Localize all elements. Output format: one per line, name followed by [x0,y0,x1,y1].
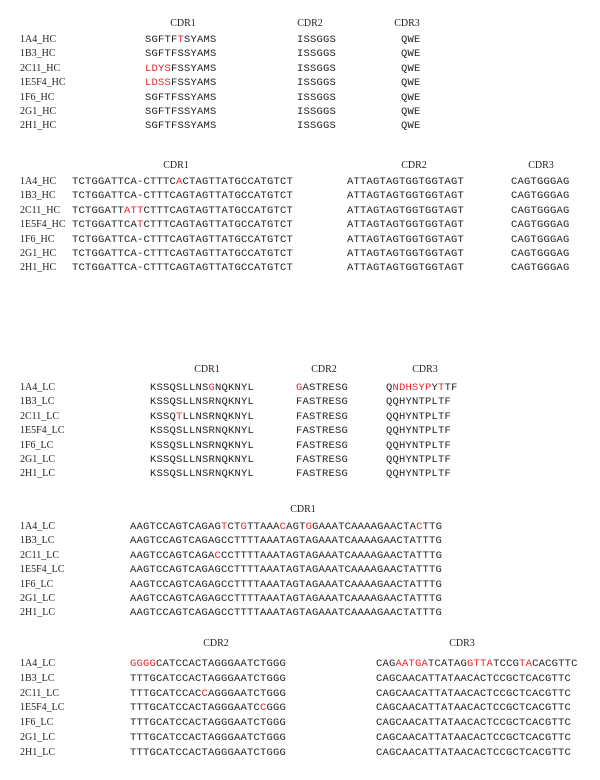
region-header: CDR3 [449,638,475,649]
sequence-segment: SGFTFSSYAMS [145,106,217,118]
sequence-segment: TTG [422,521,443,533]
sequence-cell [150,468,254,480]
clone-label: 1E5F4_LC [20,702,65,714]
clone-label: 1F6_HC [20,233,55,245]
clone-label: 1E5F4_LC [20,564,65,576]
clone-label: 1B3_HC [20,48,56,60]
sequence-cell [511,219,570,231]
mutation-highlight: A [176,176,183,188]
sequence-segment: CAGCAACATTATAACACTCCGCTCACGTTC [376,732,572,744]
sequence-segment: AAGTCCAGTCAGAG [130,521,222,533]
sequence-cell [376,673,571,685]
sequence-segment: TCATAG [428,658,468,670]
clone-label: 2G1_LC [20,454,55,465]
region-header: CDR2 [401,160,427,171]
sequence-cell [296,454,348,466]
sequence-segment: QQHYNTPLTF [386,425,452,438]
sequence-segment: CTAGTTATGCCATGTCT [182,176,294,188]
sequence-cell [72,176,293,188]
clone-label: 2H1_LC [20,607,55,619]
sequence-segment: Q [386,382,393,394]
sequence-segment: ATTAGTAGTGGTGGTAGT [347,262,465,275]
sequence-cell [72,190,293,202]
mutation-highlight: ATT [124,204,144,217]
sequence-cell [511,234,570,246]
sequence-cell [511,248,570,260]
sequence-segment: CAGCAACATTATAACACTCCGCTCACGTTC [376,717,572,730]
sequence-segment: ATTAGTAGTGGTGGTAGT [347,233,465,246]
sequence-cell [511,176,570,188]
sequence-segment: AAGTCCAGTCAGAGCCTTTTAAATAGTAGAAATCAAAAGAACTATTTG [130,593,443,605]
mutation-highlight: GTTA [467,658,494,670]
sequence-cell [296,396,348,408]
sequence-cell [347,262,464,274]
sequence-segment: QWE [401,91,421,104]
clone-label: 2C11_LC [20,687,60,699]
clone-label: 1A4_HC [20,34,57,45]
sequence-cell [386,425,451,437]
sequence-cell [150,425,254,437]
sequence-cell [347,176,464,188]
sequence-cell [130,579,442,591]
sequence-cell [145,77,217,89]
region-header: CDR2 [203,638,229,649]
sequence-segment: ASTRESG [302,382,349,394]
sequence-cell [376,732,571,744]
region-header: CDR1 [170,18,196,29]
sequence-segment: AGT [286,521,306,533]
sequence-cell [376,702,571,714]
sequence-cell [401,77,421,89]
clone-label: 2H1_LC [20,468,55,480]
clone-label: 1E5F4_HC [20,77,66,89]
sequence-cell [130,607,442,619]
sequence-segment: CCTTTTAAATAGTAGAAATCAAAAGAACTATTTG [221,549,443,562]
sequence-segment: KSSQSLLNSRNQKNYL [150,439,255,452]
sequence-segment: KSSQSLLNSRNQKNYL [150,396,255,409]
sequence-cell [386,440,451,452]
sequence-segment: QWE [401,120,421,133]
sequence-segment: QWE [401,77,421,90]
clone-label: 1F6_LC [20,578,54,590]
clone-label: 1E5F4_HC [20,219,66,231]
sequence-segment: Y [431,382,439,394]
mutation-highlight: C [201,687,209,700]
region-header: CDR1 [194,364,220,375]
sequence-segment: AGGGAATCTGGG [208,687,287,700]
mutation-highlight: C [214,549,222,562]
sequence-segment: GAAATCAAAAGAACTA [312,521,417,533]
sequence-segment: CAGTGGGAG [511,204,570,217]
mutation-highlight: LDYS [145,62,172,75]
region-header: CDR2 [297,18,323,29]
sequence-segment: FSSYAMS [171,77,217,90]
sequence-segment: FASTRESG [296,396,349,409]
sequence-segment: QQHYNTPLTF [386,396,452,409]
region-header: CDR1 [163,160,189,171]
sequence-cell [130,747,286,759]
sequence-cell [401,92,421,104]
sequence-cell [72,205,293,217]
sequence-segment: CAGCAACATTATAACACTCCGCTCACGTTC [376,687,572,700]
sequence-segment: AAGTCCAGTCAGAGCCTTTTAAATAGTAGAAATCAAAAGAACTATTTG [130,535,443,548]
sequence-cell [72,262,293,274]
sequence-cell [130,688,286,700]
clone-label: 1F6_HC [20,91,55,103]
sequence-segment: CAG [376,658,396,670]
sequence-cell [511,205,570,217]
sequence-cell [386,411,451,423]
region-header: CDR1 [290,504,316,515]
sequence-cell [130,717,286,729]
sequence-segment: TCTGGATTCA-CTTTCAGTAGTTATGCCATGTCT [72,262,294,275]
sequence-cell [401,34,421,46]
sequence-cell [145,106,217,118]
sequence-segment: QWE [401,62,421,75]
sequence-cell [347,190,464,202]
sequence-cell [347,205,464,217]
clone-label: 1B3_LC [20,535,55,547]
sequence-segment: TCTGGATTCA [72,219,138,232]
sequence-segment: TCCG [493,658,520,670]
sequence-cell [297,92,336,104]
sequence-cell [297,48,336,60]
sequence-cell [150,382,254,394]
sequence-segment: SGFTFSSYAMS [145,91,217,104]
sequence-segment: ISSGGS [297,106,337,118]
sequence-cell [297,106,336,118]
sequence-segment: TCTGGATTCA-CTTTCAGTAGTTATGCCATGTCT [72,233,294,246]
sequence-segment: QQHYNTPLTF [386,454,452,466]
clone-label: 1A4_HC [20,176,57,187]
sequence-segment: TTTGCATCCAC [130,687,202,700]
sequence-cell [130,550,442,562]
sequence-segment: CAGCAACATTATAACACTCCGCTCACGTTC [376,702,572,715]
clone-label: 1A4_LC [20,658,55,669]
clone-label: 2G1_HC [20,106,57,117]
sequence-segment: KSSQSLLNSRNQKNYL [150,454,255,466]
sequence-segment: AAGTCCAGTCAGAGCCTTTTAAATAGTAGAAATCAAAAGAACTATTTG [130,578,443,591]
sequence-segment: LLNSRNQKNYL [182,410,255,423]
sequence-segment: ISSGGS [297,77,337,90]
sequence-cell [347,219,464,231]
sequence-segment: ISSGGS [297,34,337,46]
sequence-cell [297,120,336,132]
mutation-highlight: C [279,521,287,533]
clone-label: 1B3_LC [20,672,55,684]
sequence-segment: QWE [401,48,421,61]
sequence-segment: FASTRESG [296,454,349,466]
mutation-highlight: G [305,521,313,533]
sequence-segment: TCTGGATTCA-CTTTCAGTAGTTATGCCATGTCT [72,248,294,260]
clone-label: 2G1_LC [20,732,55,743]
sequence-segment: AAGTCCAGTCAGA [130,549,215,562]
mutation-highlight: G [296,382,303,394]
clone-label: 1E5F4_LC [20,425,65,437]
sequence-cell [511,190,570,202]
sequence-segment: TCTGGATTCA-CTTTC [72,176,177,188]
clone-label: 2G1_HC [20,248,57,259]
sequence-segment: TTTGCATCCACTAGGGAATCTGGG [130,717,287,730]
sequence-cell [297,34,336,46]
sequence-segment: TCTGGATTCA-CTTTCAGTAGTTATGCCATGTCT [72,190,294,203]
sequence-segment: TTTGCATCCACTAGGGAATCTGGG [130,732,287,744]
sequence-cell [401,106,421,118]
sequence-cell [145,120,217,132]
clone-label: 1B3_LC [20,396,55,408]
sequence-segment: TTTGCATCCACTAGGGAATCTGGG [130,746,287,759]
sequence-cell [296,411,348,423]
sequence-segment: CAGTGGGAG [511,190,570,203]
sequence-segment: CTTTCAGTAGTTATGCCATGTCT [143,219,294,232]
clone-label: 2H1_HC [20,120,57,132]
region-header: CDR2 [311,364,337,375]
sequence-cell [150,440,254,452]
sequence-cell [386,454,451,466]
sequence-segment: ATTAGTAGTGGTGGTAGT [347,248,465,260]
sequence-cell [347,234,464,246]
sequence-cell [150,411,254,423]
sequence-cell [386,382,458,394]
sequence-segment: FASTRESG [296,468,349,481]
sequence-segment: FASTRESG [296,410,349,423]
sequence-cell [145,92,217,104]
mutation-highlight: AATGA [395,658,429,670]
sequence-segment: CTTTCAGTAGTTATGCCATGTCT [143,204,294,217]
sequence-segment: CAGTGGGAG [511,219,570,232]
mutation-highlight: T [177,34,185,46]
clone-label: 1F6_LC [20,439,54,451]
sequence-segment: CAGCAACATTATAACACTCCGCTCACGTTC [376,746,572,759]
sequence-segment: SGFTF [145,34,178,46]
mutation-highlight: T [137,219,144,232]
sequence-cell [386,396,451,408]
sequence-segment: TCTGGATT [72,204,125,217]
sequence-segment: CAGTGGGAG [511,233,570,246]
mutation-highlight: C [260,702,267,715]
sequence-cell [130,521,442,533]
mutation-highlight: T [438,382,445,394]
sequence-cell [130,732,286,744]
sequence-cell [130,564,442,576]
sequence-segment: ATTAGTAGTGGTGGTAGT [347,190,465,203]
sequence-cell [297,63,336,75]
mutation-highlight: G [208,382,216,394]
clone-label: 2C11_HC [20,204,61,216]
sequence-segment: ISSGGS [297,91,337,104]
sequence-segment: CATCCACTAGGGAATCTGGG [156,658,287,670]
sequence-segment: TTTGCATCCACTAGGGAATCTGGG [130,672,287,685]
clone-label: 2C11_LC [20,410,60,422]
sequence-segment: ISSGGS [297,120,337,133]
sequence-segment: CAGTGGGAG [511,248,570,260]
sequence-segment: QQHYNTPLTF [386,439,452,452]
sequence-cell [145,34,217,46]
mutation-highlight: LDSS [145,77,172,90]
clone-label: 2C11_LC [20,549,60,561]
mutation-highlight: GGGG [130,658,157,670]
sequence-segment: CAGTGGGAG [511,262,570,275]
sequence-cell [386,468,451,480]
sequence-segment: QWE [401,34,421,46]
sequence-segment: KSSQSLLNSRNQKNYL [150,425,255,438]
sequence-cell [72,248,293,260]
sequence-segment: CAGTGGGAG [511,176,570,188]
sequence-cell [401,120,421,132]
sequence-segment: KSSQSLLNS [150,382,209,394]
sequence-segment: ATTAGTAGTGGTGGTAGT [347,204,465,217]
sequence-segment: AAGTCCAGTCAGAGCCTTTTAAATAGTAGAAATCAAAAGAACTATTTG [130,564,443,577]
sequence-segment: ATTAGTAGTGGTGGTAGT [347,176,465,188]
sequence-cell [297,77,336,89]
sequence-segment: QQHYNTPLTF [386,410,452,423]
sequence-cell [401,63,421,75]
sequence-segment: TTTGCATCCACTAGGGAATC [130,702,261,715]
sequence-cell [130,673,286,685]
sequence-cell [347,248,464,260]
sequence-cell [130,593,442,605]
sequence-cell [296,440,348,452]
sequence-cell [376,688,571,700]
sequence-segment: ISSGGS [297,62,337,75]
clone-label: 2C11_HC [20,62,61,74]
sequence-segment: QWE [401,106,421,118]
sequence-cell [376,717,571,729]
sequence-segment: CAGCAACATTATAACACTCCGCTCACGTTC [376,672,572,685]
region-header: CDR3 [528,160,554,171]
mutation-highlight: NDHSYP [392,382,432,394]
sequence-cell [130,535,442,547]
clone-label: 1B3_HC [20,190,56,202]
clone-label: 2H1_HC [20,262,57,274]
sequence-cell [72,219,293,231]
sequence-segment: NQKNYL [215,382,255,394]
sequence-cell [130,702,286,714]
sequence-cell [401,48,421,60]
mutation-highlight: T [176,410,183,423]
mutation-highlight: TA [519,658,533,670]
clone-label: 1A4_LC [20,382,55,393]
sequence-segment: CACGTTC [532,658,578,670]
sequence-segment: SGFTFSSYAMS [145,120,217,133]
region-header: CDR3 [412,364,438,375]
sequence-cell [72,234,293,246]
sequence-cell [145,48,217,60]
sequence-segment: FASTRESG [296,425,349,438]
sequence-cell [150,454,254,466]
clone-label: 2H1_LC [20,746,55,758]
clone-label: 1F6_LC [20,717,54,729]
sequence-segment: SGFTFSSYAMS [145,48,217,61]
sequence-cell [296,468,348,480]
sequence-segment: SYAMS [184,34,217,46]
sequence-cell [296,425,348,437]
sequence-cell [150,396,254,408]
mutation-highlight: C [416,521,423,533]
sequence-segment: KSSQSLLNSRNQKNYL [150,468,255,481]
sequence-cell [130,658,286,670]
sequence-segment: AAGTCCAGTCAGAGCCTTTTAAATAGTAGAAATCAAAAGAACTATTTG [130,607,443,620]
sequence-cell [376,658,578,670]
sequence-segment: FSSYAMS [171,62,217,75]
sequence-segment: ATTAGTAGTGGTGGTAGT [347,219,465,232]
clone-label: 1A4_LC [20,521,55,532]
sequence-segment: KSSQ [150,410,177,423]
sequence-cell [376,747,571,759]
sequence-cell [296,382,348,394]
region-header: CDR3 [394,18,420,29]
sequence-segment: TTAAA [247,521,280,533]
sequence-segment: TF [444,382,458,394]
sequence-segment: FASTRESG [296,439,349,452]
sequence-segment: CT [227,521,241,533]
sequence-segment: QQHYNTPLTF [386,468,452,481]
sequence-segment: ISSGGS [297,48,337,61]
sequence-cell [511,262,570,274]
sequence-cell [145,63,217,75]
mutation-highlight: G [240,521,248,533]
mutation-highlight: T [221,521,228,533]
sequence-segment: GGG [266,702,287,715]
clone-label: 2G1_LC [20,593,55,604]
